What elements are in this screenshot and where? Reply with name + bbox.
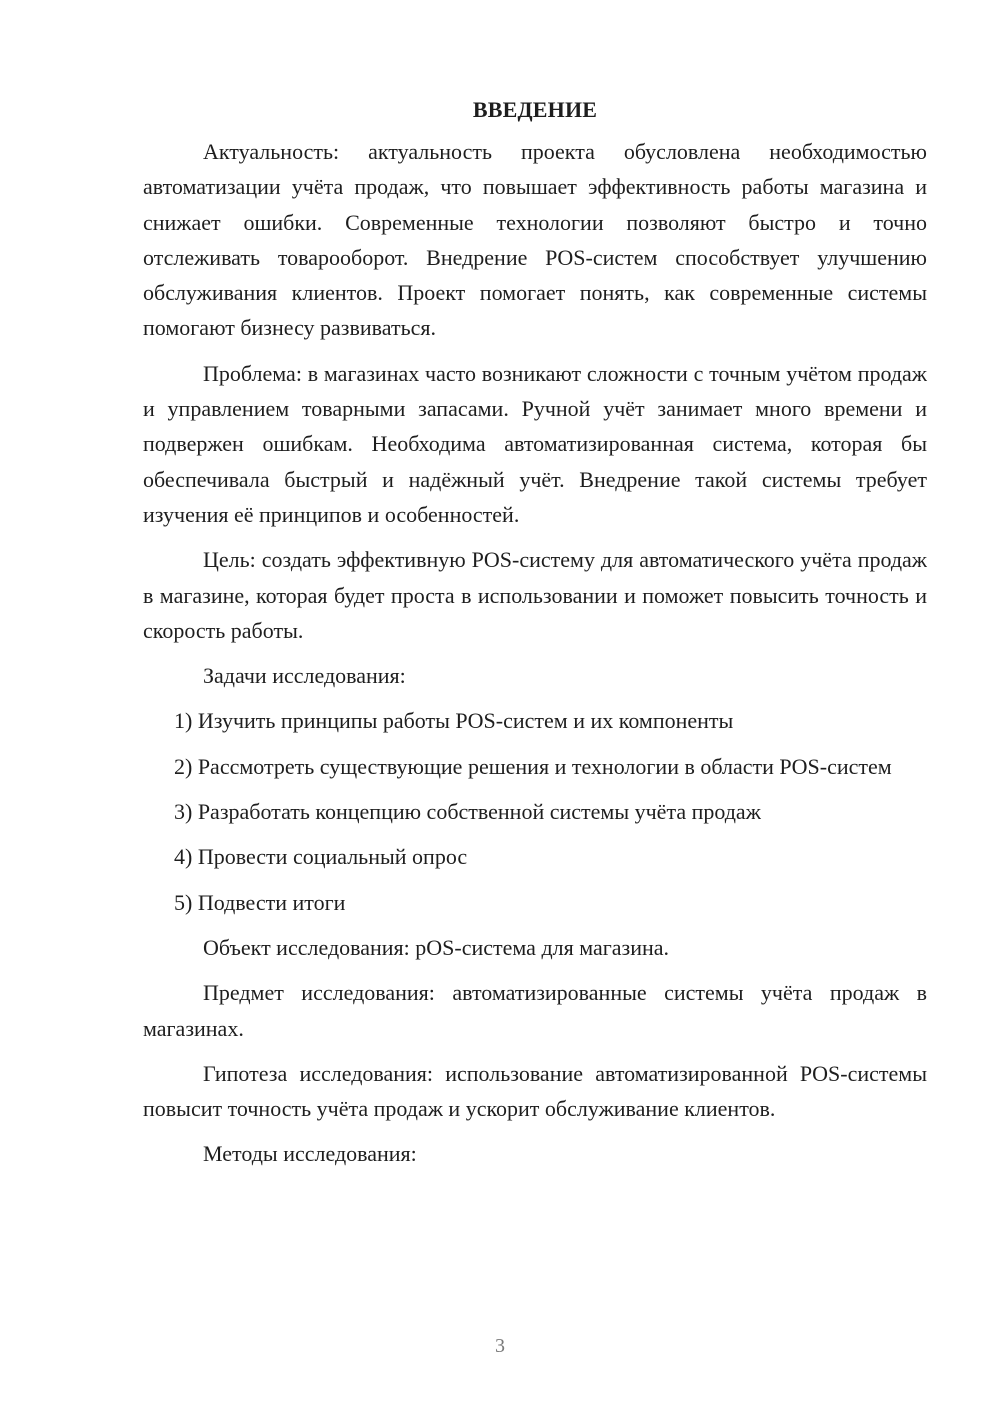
paragraph-goal: Цель: создать эффективную POS-систему для автоматического учёта продаж в магазине, которая будет проста в использовании и поможет повысить точность и скорость работы.	[143, 547, 927, 643]
paragraph-relevance: Актуальность: актуальность проекта обусловлена необходимостью автоматизации учёта продаж, что повышает эффективность работы магазина и снижает ошибки. Современные технологии позволяют быстро и точно отслеживать товарооборот. Внедрение POS-систем способствует улучшению обслуживания клиентов. Проект помогает понять, как современные системы помогают бизнесу развиваться.	[143, 139, 927, 341]
list-item-task-3: 3) Разработать концепцию собственной системы учёта продаж	[174, 799, 761, 825]
paragraph-subject: Предмет исследования: автоматизированные системы учёта продаж в магазинах.	[143, 980, 927, 1041]
list-item-task-1: 1) Изучить принципы работы POS-систем и их компоненты	[174, 708, 734, 734]
list-item-task-2: 2) Рассмотреть существующие решения и технологии в области POS-систем	[174, 753, 892, 779]
paragraph-problem: Проблема: в магазинах часто возникают сложности с точным учётом продаж и управлением товарными запасами. Ручной учёт занимает много времени и подвержен ошибкам. Необходима автоматизированная система, которая бы обеспечивала быстрый и надёжный учёт. Внедрение такой системы требует изучения её принципов и особенностей.	[143, 360, 927, 527]
page-content	[143, 92, 927, 1182]
page-number: 3	[495, 1335, 505, 1357]
paragraph-tasks-title: Задачи исследования:	[203, 663, 406, 689]
list-item-task-4: 4) Провести социальный опрос	[174, 844, 468, 870]
section-heading: ВВЕДЕНИЕ	[472, 97, 598, 122]
paragraph-hypothesis: Гипотеза исследования: использование автоматизированной POS-системы повысит точность учёта продаж и ускорит обслуживание клиентов.	[143, 1060, 927, 1122]
list-item-task-5: 5) Подвести итоги	[174, 889, 346, 915]
paragraph-methods-title: Методы исследования:	[203, 1141, 417, 1167]
paragraph-object: Объект исследования: рOS-система для магазина.	[203, 934, 670, 960]
